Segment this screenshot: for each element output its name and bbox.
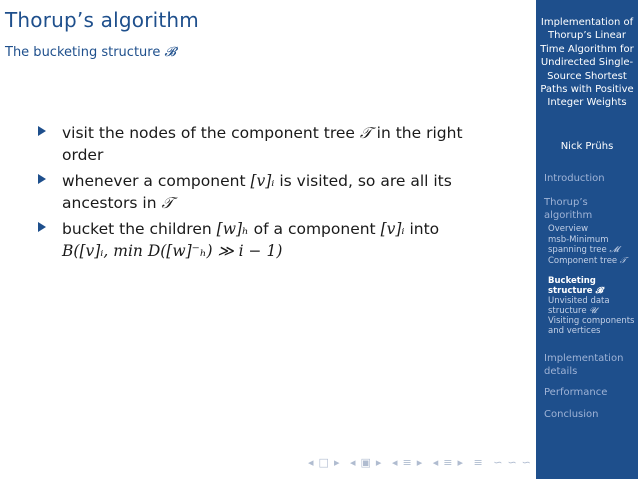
sidebar-section-introduction[interactable]: Introduction bbox=[544, 173, 605, 184]
bullet-item bbox=[36, 218, 506, 262]
sidebar-section-implementation-details[interactable]: Implementation details bbox=[544, 353, 624, 377]
nav-search-back-icon[interactable]: ∽ bbox=[493, 456, 505, 469]
bullet-item bbox=[36, 170, 506, 214]
beamer-navigation-bar bbox=[308, 456, 536, 469]
nav-prev-subsection-icon[interactable]: ◂ bbox=[349, 456, 358, 469]
bullet-list bbox=[36, 122, 506, 266]
nav-frame-icon[interactable]: □ bbox=[318, 456, 331, 469]
bullet-math: 𝒯 bbox=[359, 124, 372, 142]
bullet-math: [w]ₕ bbox=[216, 220, 249, 238]
bullet-text: of a component bbox=[248, 220, 381, 238]
frame-subtitle bbox=[5, 45, 176, 60]
sidebar-subsection-bucketing-structure[interactable]: Bucketing structure 𝓑 bbox=[548, 276, 603, 296]
bullet-text: is visited, so are all its ancestors in bbox=[62, 172, 452, 212]
nav-next-doc-icon[interactable]: ▸ bbox=[457, 456, 465, 469]
bullet-text: in the right order bbox=[62, 124, 463, 164]
nav-search-forward-icon[interactable]: ∽ bbox=[521, 456, 533, 469]
frame-title: Thorup’s algorithm bbox=[5, 8, 199, 32]
bullet-text: into bbox=[404, 220, 440, 238]
sidebar-talk-title[interactable]: Implementation of Thorup’s Linear Time Algorithm for Undirected Single-Source Shortest Paths with Positive Integer Weights bbox=[540, 17, 634, 109]
bullet-text: visit the nodes of the component tree bbox=[62, 124, 360, 142]
nav-doc-icon[interactable]: ≡ bbox=[443, 456, 455, 469]
nav-prev-frame-icon[interactable]: ◂ bbox=[308, 456, 316, 469]
nav-align-icon[interactable]: ≡ bbox=[473, 456, 485, 469]
nav-next-section-icon[interactable]: ▸ bbox=[416, 456, 425, 469]
nav-prev-section-icon[interactable]: ◂ bbox=[391, 456, 400, 469]
bullet-triangle-icon bbox=[38, 222, 46, 232]
bullet-item bbox=[36, 122, 506, 166]
nav-subsection-icon[interactable]: ▣ bbox=[360, 456, 373, 469]
frame-subtitle-text: The bucketing structure bbox=[5, 45, 161, 60]
sidebar-subsection-overview[interactable]: Overview bbox=[548, 224, 589, 234]
sidebar-author[interactable]: Nick Prühs bbox=[560, 141, 614, 152]
sidebar bbox=[536, 0, 638, 479]
nav-section-icon[interactable]: ≡ bbox=[402, 456, 414, 469]
sidebar-section-performance[interactable]: Performance bbox=[544, 387, 608, 398]
bullet-math: [v]ᵢ bbox=[380, 220, 405, 238]
sidebar-section-thorups-algorithm[interactable]: Thorup’s algorithm bbox=[544, 197, 593, 221]
sidebar-subsection-component-tree[interactable]: Component tree 𝒯 bbox=[548, 256, 627, 266]
sidebar-subsection-unvisited-data-structure[interactable]: Unvisited data structure 𝓤 bbox=[548, 296, 610, 316]
frame-subtitle-symbol: 𝓑 bbox=[164, 45, 176, 60]
sidebar-subsection-msb-minimum-spanning-tree[interactable]: msb-Minimum spanning tree 𝓜 bbox=[548, 235, 619, 255]
bullet-text: bucket the children bbox=[62, 220, 217, 238]
sidebar-section-conclusion[interactable]: Conclusion bbox=[544, 409, 599, 420]
bullet-text: whenever a component bbox=[62, 172, 251, 190]
nav-next-frame-icon[interactable]: ▸ bbox=[333, 456, 342, 469]
nav-prev-doc-icon[interactable]: ◂ bbox=[432, 456, 441, 469]
bullet-math: B([v]ᵢ, min D([w]⁻ₕ) ≫ i − 1) bbox=[62, 242, 283, 260]
bullet-math: 𝒯 bbox=[161, 194, 174, 212]
bullet-math: [v]ᵢ bbox=[250, 172, 275, 190]
nav-search-icon[interactable]: ∽ bbox=[507, 456, 519, 469]
bullet-triangle-icon bbox=[38, 126, 46, 136]
sidebar-subsection-visiting-components[interactable]: Visiting components and vertices bbox=[548, 316, 635, 336]
bullet-triangle-icon bbox=[38, 174, 46, 184]
nav-next-subsection-icon[interactable]: ▸ bbox=[375, 456, 384, 469]
